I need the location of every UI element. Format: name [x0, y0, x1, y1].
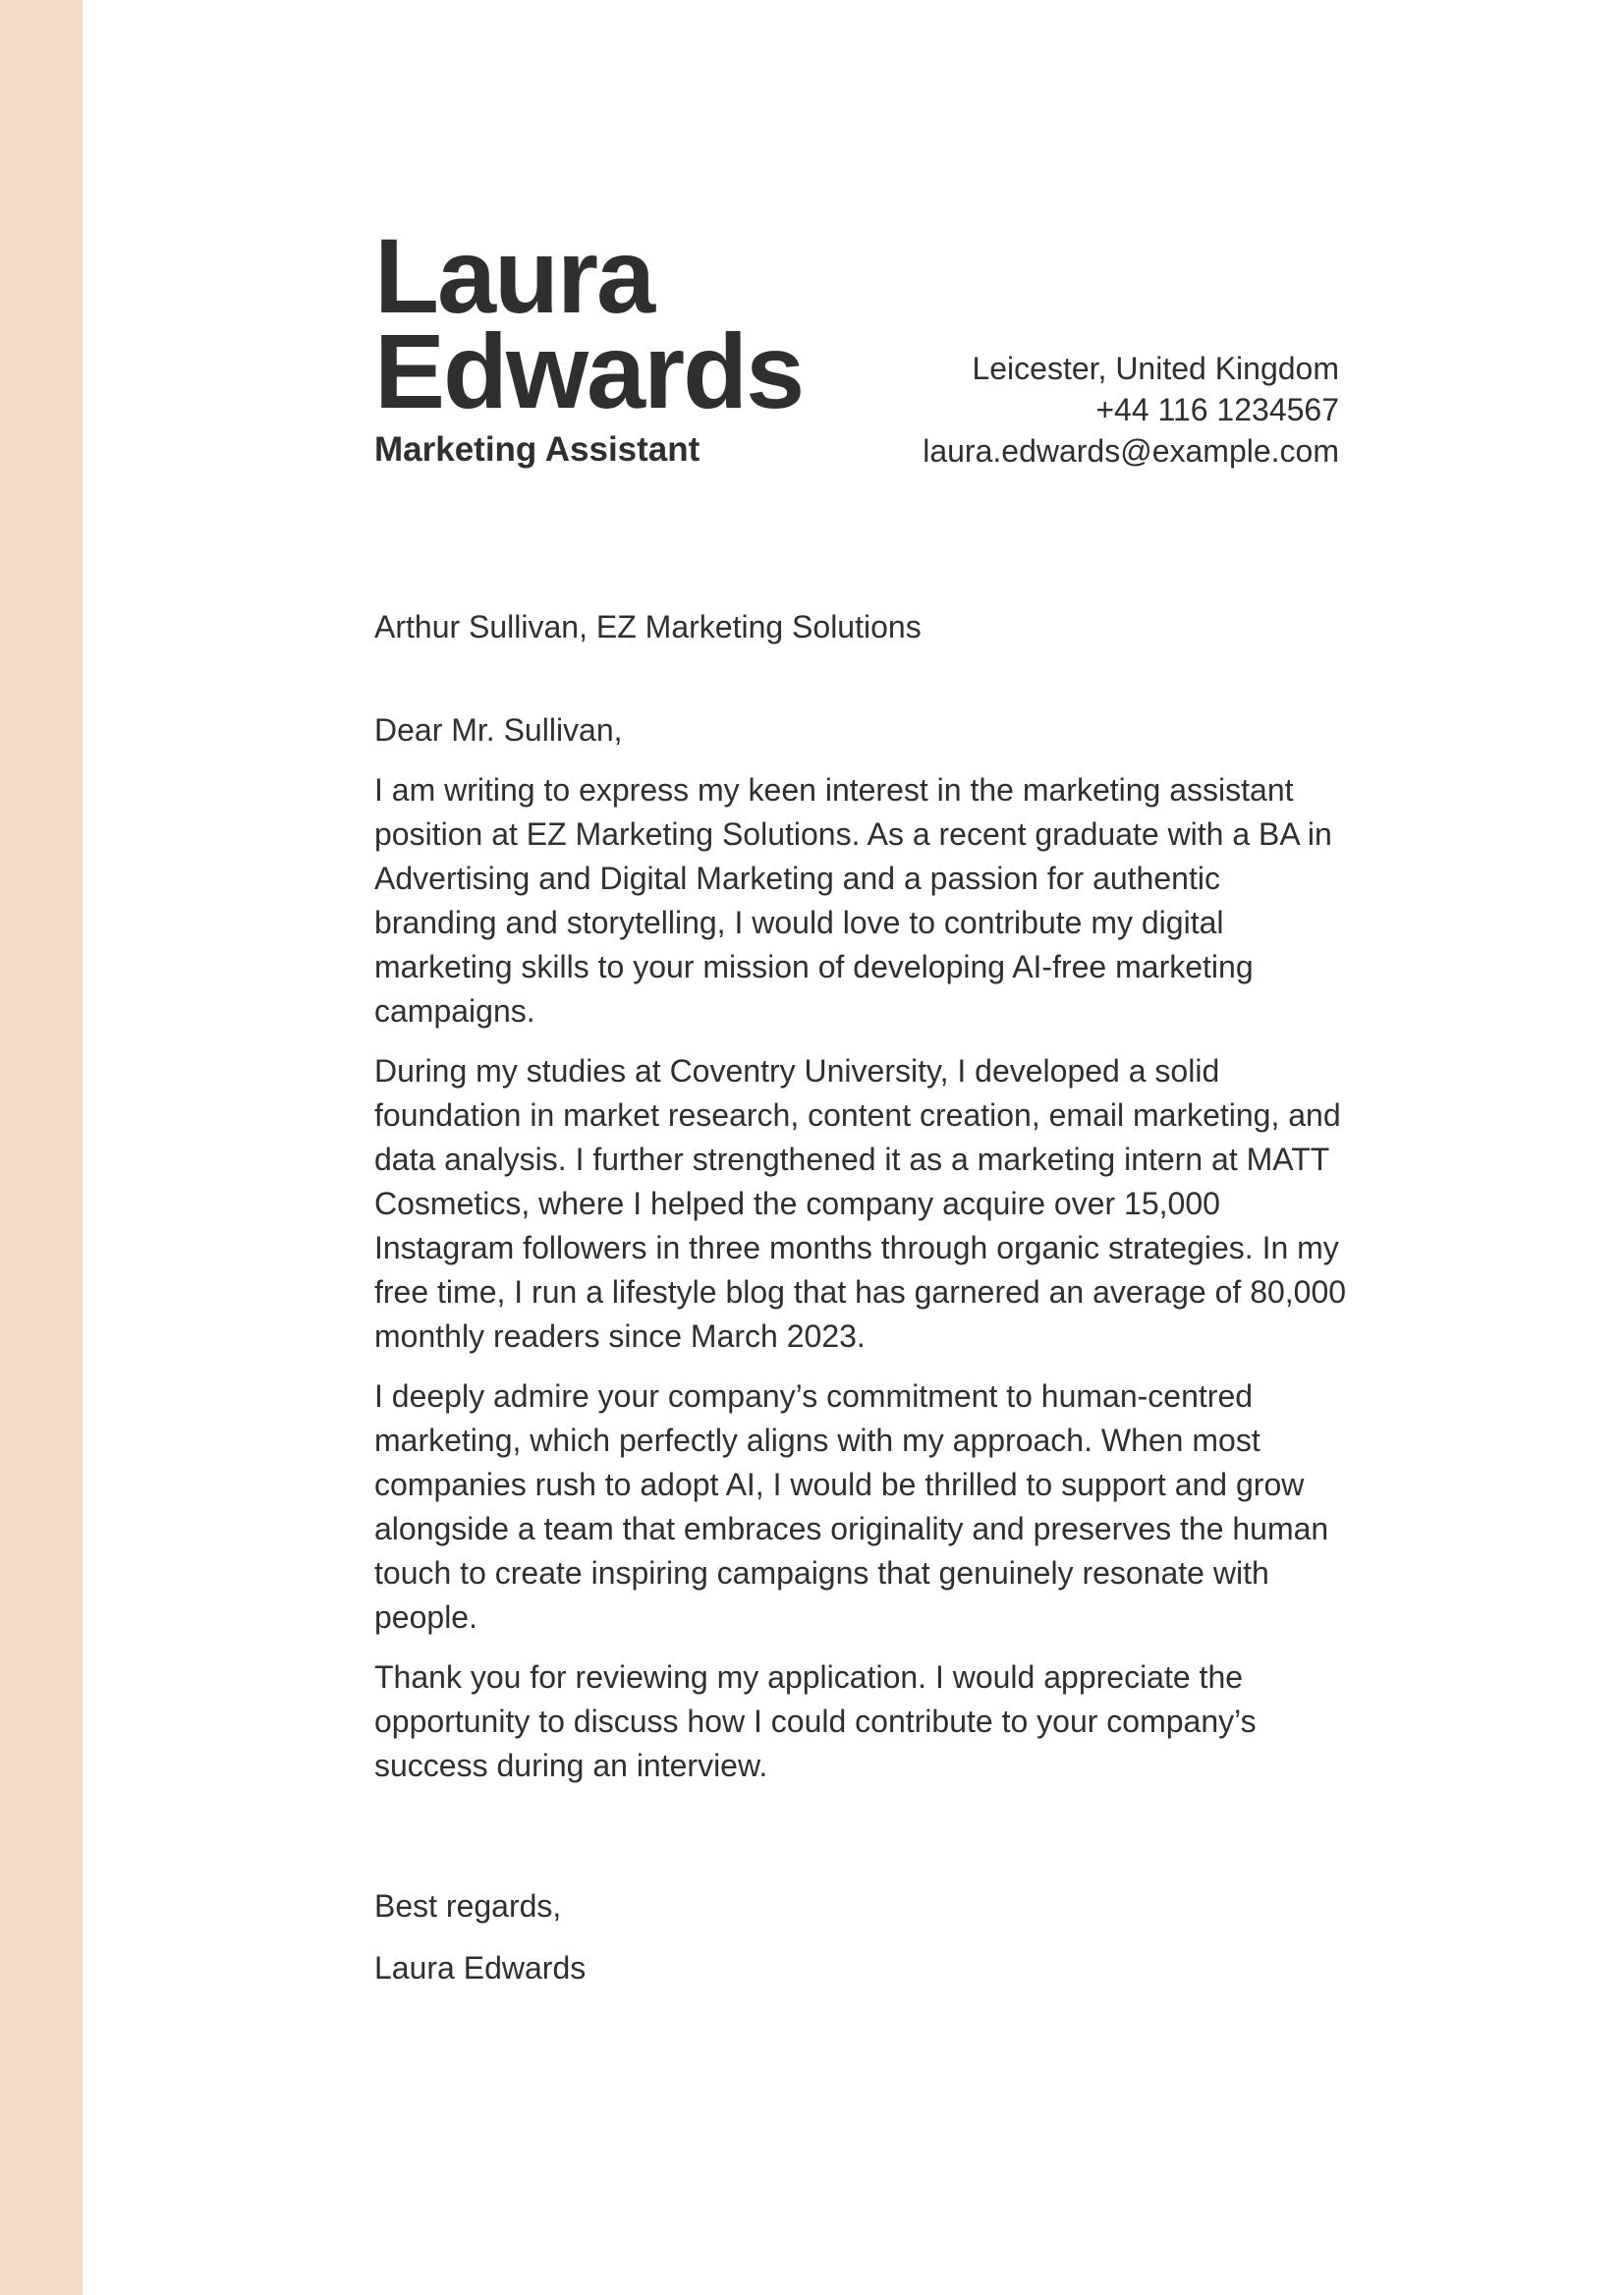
letter-body — [374, 605, 1347, 1990]
body-paragraph: Thank you for reviewing my application. I would appreciate the opportunity to discuss how I could contribute to your company’s success during an interview. — [374, 1659, 1257, 1783]
body-paragraph: I deeply admire your company’s commitment to human-centred marketing, which perfectly aligns with my approach. When most companies rush to adopt AI, I would be thrilled to support and grow alongside a team that embraces originality and preserves the human touch to create inspiring campaigns that genuinely resonate with people. — [374, 1378, 1329, 1635]
sender-name — [374, 216, 804, 430]
closing: Best regards, — [374, 1888, 562, 1924]
sender-email: laura.edwards@example.com — [923, 433, 1339, 469]
letter-header — [374, 216, 1339, 483]
sender-phone: +44 116 1234567 — [1095, 392, 1339, 427]
recipient-line: Arthur Sullivan, EZ Marketing Solutions — [374, 609, 922, 644]
sender-job-title: Marketing Assistant — [374, 430, 700, 469]
sender-last-name: Edwards — [374, 311, 804, 430]
salutation: Dear Mr. Sullivan, — [374, 712, 623, 748]
sender-first-name: Laura — [374, 216, 654, 335]
sender-contact-info — [923, 348, 1339, 472]
signature: Laura Edwards — [374, 1950, 587, 1986]
body-paragraph: I am writing to express my keen interest in the marketing assistant position at EZ Marketing Solutions. As a recent graduate with a BA in Advertising and Digital Marketing and a passion for authentic branding and storytelling, I would love to contribute my digital marketing skills to your mission of developing AI-free marketing campaigns. — [374, 772, 1332, 1029]
sender-location: Leicester, United Kingdom — [972, 351, 1339, 386]
accent-side-bar — [0, 0, 83, 2295]
body-paragraph: During my studies at Coventry University, I developed a solid foundation in market research, content creation, email marketing, and data analysis. I further strengthened it as a marketing intern at MATT Cosmetics, where I helped the company acquire over 15,000 Instagram followers in three months through organic strategies. In my free time, I run a lifestyle blog that has garnered an average of 80,000 monthly readers since March 2023. — [374, 1053, 1347, 1354]
